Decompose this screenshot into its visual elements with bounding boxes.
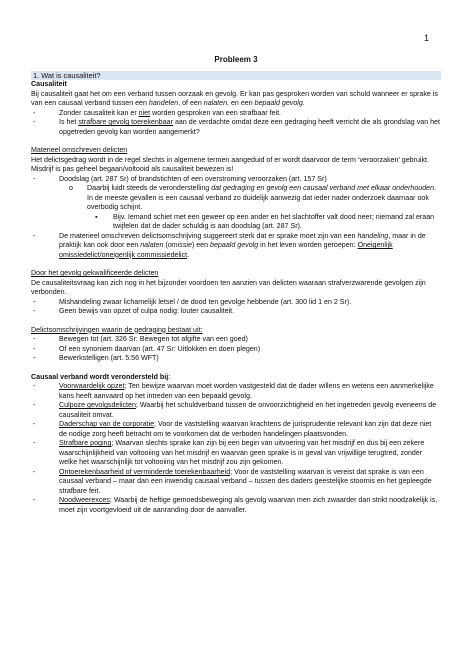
- section-heading-materieel: Materieel omschreven delicten: [31, 146, 128, 154]
- section-heading-causaal: Causaal verband wordt verondersteld bij:: [31, 372, 171, 381]
- list-item: - Geen bewijs van opzet of culpa nodig: louter causaliteit.: [33, 307, 235, 315]
- document-body: [31, 55, 441, 515]
- list-item: - Daderschap van de corporatie; Voor de vaststelling waarvan krachtens de jurisprudentie relevant kan zijn dat deze niet de nodige zorg heeft betracht om te voorkomen dat de verboden handelingen plaatsvonden.: [33, 420, 432, 438]
- document-title: Probleem 3: [214, 55, 258, 64]
- list-item: - Zonder causaliteit kan er niet worden gesproken van een strafbaar feit.: [33, 108, 282, 117]
- list-item: - Voorwaardelijk opzet; Ten bewijze waarvan moet worden vastgesteld dat de dader willens en wetens een aanmerkelijke kans heeft aanvaard op het intreden van een bepaald gevolg.: [33, 382, 434, 400]
- list-item: - Noodweerexces; Waarbij de heftige gemoedsbeweging als gevolg waarvan men zich zwaarder dan strikt noodzakelijk is, moet zijn voortgevloeid uit de aanranding door de aanvaller.: [33, 496, 438, 514]
- section-heading-gekwalificeerd: Door het gevolg gekwalificeerde delicten: [31, 269, 159, 277]
- causaal-list: [31, 382, 441, 515]
- list-item: o Daarbij luidt steeds de veronderstelling dat gedraging en gevolg een causaal verband met elkaar onderhouden. In de meeste gevallen is een causaal verband zo duidelijk aanwezig dat ieder nader onderzoek daarnaar ook overbodig schijnt.: [69, 184, 437, 211]
- list-item: - Doodslag (art. 287 Sr) of brandstichten of een overstroming veroorzaken (art. 157 Sr): [33, 174, 327, 183]
- page-number: 1: [423, 33, 429, 43]
- list-item: ▪ Bijv. Iemand schiet met een geweer op een ander en het slachtoffer valt dood neer; niemand zal eraan twijfelen dat de dader schuldig is aan doodslag (art. 287 Sr).: [95, 212, 435, 230]
- materieel-paragraph: Het delictsgedrag wordt in de regel slechts in algemene termen aangeduid of er wordt daarvoor de term ‘veroorzaken’ gebruikt. Misdrijf is pas geheel begaan/voltooid als causaliteit bewezen is!: [31, 155, 429, 173]
- list-item: - Ontoerekenbaarheid of verminderde toerekenbaarheid; Voor de vaststelling waarvan is vereist dat sprake is van een causaal verband – maar dan een inwendig causaal verband – tussen des daders geestelijke stoornis en het gepleegde strafbare feit.: [33, 467, 432, 495]
- gekwalificeerd-paragraph: De causaliteitsvraag kan zich nog in het bijzonder voordoen ten aanzien van delicten waaraan strafverzwarende gevolgen zijn verbonden.: [31, 278, 426, 296]
- list-item: - Strafbare poging; Waarvan slechts sprake kan zijn bij een begin van uitvoering van het misdrijf en dus bij een zekere waarschijnlijkheid van voltooiing van het misdrijf en waarvan geen sprake is in geval van vrijwillige terugtred, zonder welke het waarschijnlijk tot voltooiing van het misdrijf zou zijn gekomen.: [33, 439, 425, 466]
- list-item: - De materieel omschreven delictsomschrijving suggereert sterk dat er sprake moet zijn van een handeling, maar in de praktijk kan ook door een nalaten (omissie) een bepaald gevolg in het leven worden geroepen: Oneigenlijk omissiedelict/oneigenlijk commissiedelict.: [33, 231, 426, 259]
- list-item: - Bewerkstelligen (art. 5:56 WFT): [33, 354, 159, 362]
- list-item: - Of een synoniem daarvan (art. 47 Sr: Uitlokken en doen plegen): [33, 344, 261, 353]
- list-item: - Is het strafbare gevolg toerekenbaar aan de verdachte omdat deze een gedraging heeft verricht die als grondslag van het opgetreden gevolg kan worden aangemerkt?: [33, 118, 440, 136]
- question-heading: 1. Wat is causaliteit?: [31, 71, 441, 81]
- list-item: - Mishandeling zwaar lichamelijk letsel / de dood ten gevolge hebbende (art. 300 lid 1 en 2 Sr).: [33, 297, 352, 306]
- causaliteit-paragraph: Bij causaliteit gaat het om een verband tussen oorzaak en gevolg. Er kan pas gesproken worden van schuld wanneer er sprake is van een causaal verband tussen een handelen, of een nalaten, en een bepaald gevolg.: [31, 89, 438, 107]
- list-item: - Culpoze gevolgsdelicten; Waarbij het schuldverband tussen de onvoorzichtigheid en het ingetreden gevolg eveneens de causaliteit omvat.: [33, 401, 437, 419]
- section-heading-gedraging: Delictsomschrijvingen waarin de gedraging bestaat uit:: [31, 325, 203, 334]
- causaliteit-subheading: Causaliteit: [31, 80, 67, 88]
- list-item: - Bewegen tot (art. 326 Sr: Bewegen tot afgifte van een goed): [33, 335, 248, 343]
